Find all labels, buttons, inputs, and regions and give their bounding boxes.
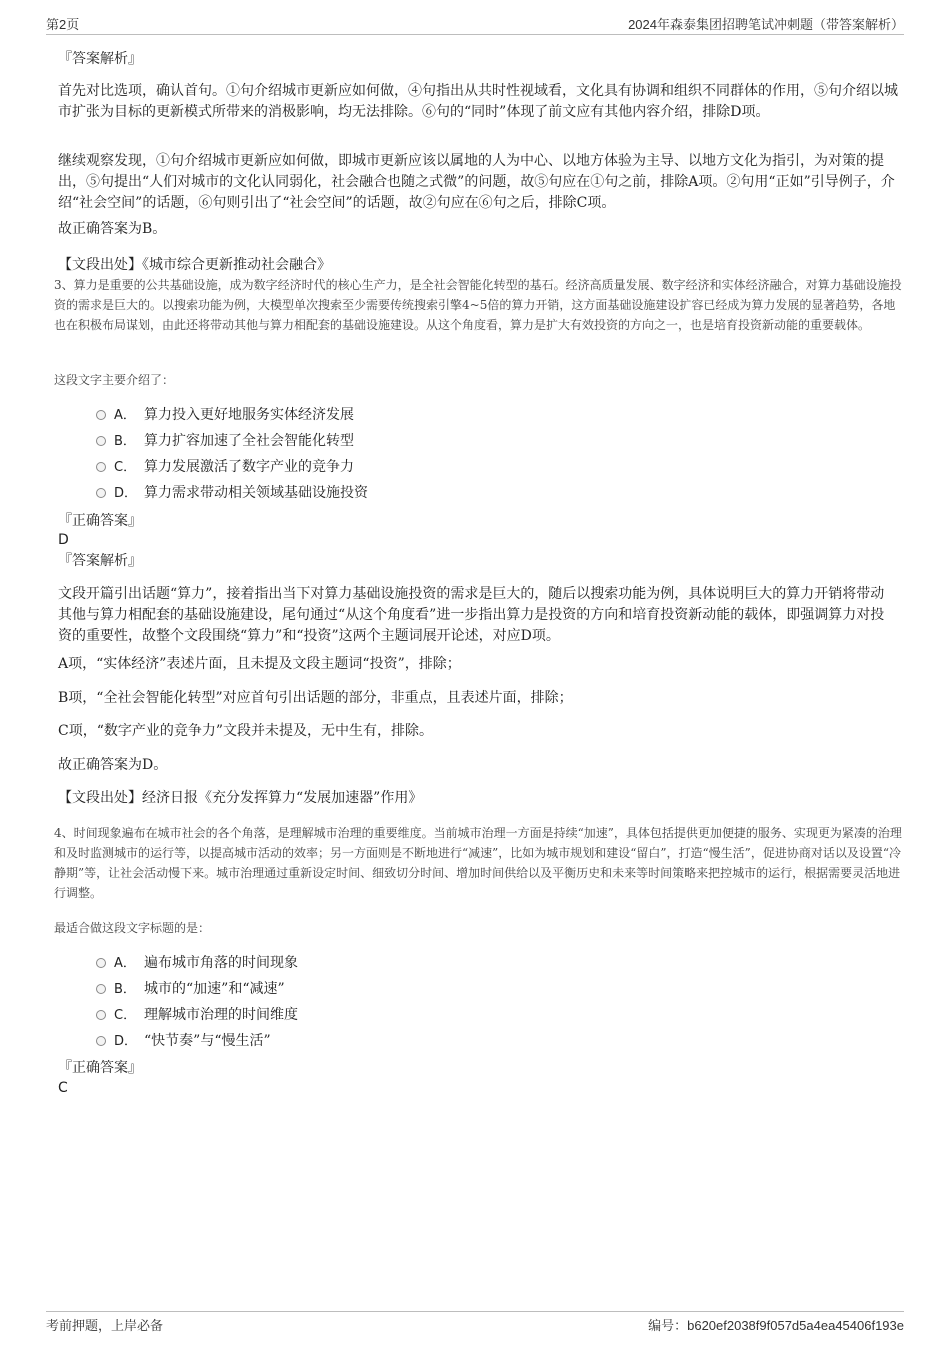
analysis-paragraph: 文段开篇引出话题“算力”，接着指出当下对算力基础设施投资的需求是巨大的，随后以搜索功能为例，具体说明巨大的算力开销将带动其他与算力相配套的基础设施建设，尾句通过“从这个角度看”进一步指出算力是投资的方向和培育投资新动能的载体，即强调算力对投资的重要性，故整个文段围绕“算力”和“投资”这两个主题词展开论述，对应D项。 bbox=[58, 586, 885, 644]
correct-answer: D bbox=[58, 532, 69, 548]
conclusion: 故正确答案为D。 bbox=[58, 757, 168, 773]
analysis-line-a: A项，“实体经济”表述片面，且未提及文段主题词“投资”，排除； bbox=[58, 656, 461, 672]
question-prompt: 这段文字主要介绍了： bbox=[54, 373, 175, 387]
document-id: 编号：b620ef2038f9f057d5a4ea45406f193e bbox=[648, 1318, 904, 1333]
question-passage: 3、算力是重要的公共基础设施，成为数字经济时代的核心生产力，是全社会智能化转型的基石。经济高质量发展、数字经济和实体经济融合，对算力基础设施投资的需求是巨大的。以搜索功能为例，大模型单次搜索至少需要传统搜索引擎4~5倍的算力开销，这方面基础设施建设扩容已经成为算力发展的显著趋势，各地也在积极布局谋划，由此还将带动其他与算力相配套的基础设施建设。从这个角度看，算力是扩大有效投资的方向之一，也是培育投资新动能的重要载体。 bbox=[54, 278, 902, 332]
option-letter: C． bbox=[114, 1008, 137, 1023]
page-number: 第2页 bbox=[46, 17, 80, 32]
option-text: “快节奏”与“慢生活” bbox=[144, 1033, 271, 1049]
correct-answer: C bbox=[58, 1080, 68, 1096]
radio-button[interactable] bbox=[96, 462, 106, 472]
analysis-line-b: B项，“全社会智能化转型”对应首句引出话题的部分，非重点，且表述片面，排除； bbox=[58, 690, 573, 706]
option-text: 遍布城市角落的时间现象 bbox=[144, 955, 298, 971]
radio-button[interactable] bbox=[96, 1036, 106, 1046]
footer-rule bbox=[46, 1311, 904, 1312]
option-b[interactable] bbox=[96, 431, 354, 452]
correct-answer-label: 『正确答案』 bbox=[58, 1060, 142, 1076]
option-letter: A． bbox=[114, 408, 136, 423]
option-letter: D． bbox=[114, 1034, 138, 1049]
option-text: 城市的“加速”和“减速” bbox=[144, 981, 285, 997]
conclusion: 故正确答案为B。 bbox=[58, 221, 167, 237]
option-letter: D． bbox=[114, 486, 138, 501]
option-a[interactable] bbox=[96, 953, 298, 974]
radio-button[interactable] bbox=[96, 410, 106, 420]
option-letter: C． bbox=[114, 460, 137, 475]
option-c[interactable] bbox=[96, 457, 354, 478]
option-d[interactable] bbox=[96, 1031, 271, 1052]
option-b[interactable] bbox=[96, 979, 285, 1000]
radio-button[interactable] bbox=[96, 984, 106, 994]
source-citation: 【文段出处】经济日报《充分发挥算力“发展加速器”作用》 bbox=[58, 790, 423, 806]
analysis-line-c: C项，“数字产业的竞争力”文段并未提及，无中生有，排除。 bbox=[58, 723, 434, 739]
analysis-paragraph: 继续观察发现，①句介绍城市更新应如何做，即城市更新应该以属地的人为中心、以地方体验为主导、以地方文化为指引，为对策的提出，⑤句提出“人们对城市的文化认同弱化，社会融合也随之式微”的问题，故⑤句应在①句之前，排除A项。②句用“正如”引导例子，介绍“社会空间”的话题，⑥句则引出了“社会空间”的话题，故②句应在⑥句之后，排除C项。 bbox=[58, 153, 895, 211]
option-letter: B． bbox=[114, 982, 136, 997]
option-text: 算力投入更好地服务实体经济发展 bbox=[144, 407, 354, 423]
question-passage: 4、时间现象遍布在城市社会的各个角落，是理解城市治理的重要维度。当前城市治理一方面是持续“加速”，具体包括提供更加便捷的服务、实现更为紧凑的治理和及时监测城市的运行等，以提高城市活动的效率；另一方面则是不断地进行“减速”，比如为城市规划和建设“留白”，打造“慢生活”，促进协商对话以及设置“冷静期”等，让社会活动慢下来。城市治理通过重新设定时间、细致切分时间、增加时间供给以及平衡历史和未来等时间策略来把控城市的运行，根据需要灵活地进行调整。 bbox=[54, 826, 902, 900]
radio-button[interactable] bbox=[96, 436, 106, 446]
option-letter: A． bbox=[114, 956, 136, 971]
option-text: 理解城市治理的时间维度 bbox=[144, 1007, 298, 1023]
option-letter: B． bbox=[114, 434, 136, 449]
footer-slogan: 考前押题，上岸必备 bbox=[46, 1319, 164, 1334]
source-citation: 【文段出处】《城市综合更新推动社会融合》 bbox=[58, 257, 331, 273]
radio-button[interactable] bbox=[96, 1010, 106, 1020]
option-a[interactable] bbox=[96, 405, 354, 426]
header-rule bbox=[46, 34, 904, 35]
option-d[interactable] bbox=[96, 483, 368, 504]
option-text: 算力需求带动相关领域基础设施投资 bbox=[144, 485, 368, 501]
document-title: 2024年森泰集团招聘笔试冲刺题（带答案解析） bbox=[628, 17, 904, 32]
question-prompt: 最适合做这段文字标题的是： bbox=[54, 921, 211, 935]
option-c[interactable] bbox=[96, 1005, 298, 1026]
option-text: 算力发展激活了数字产业的竞争力 bbox=[144, 459, 354, 475]
correct-answer-label: 『正确答案』 bbox=[58, 513, 142, 529]
answer-analysis-label: 『答案解析』 bbox=[58, 51, 142, 67]
option-text: 算力扩容加速了全社会智能化转型 bbox=[144, 433, 354, 449]
radio-button[interactable] bbox=[96, 958, 106, 968]
analysis-paragraph: 首先对比选项，确认首句。①句介绍城市更新应如何做，④句指出从共时性视域看，文化具有协调和组织不同群体的作用，⑤句介绍以城市扩张为目标的更新模式所带来的消极影响，均无法排除。⑥句的“同时”体现了前文应有其他内容介绍，排除D项。 bbox=[58, 83, 898, 120]
radio-button[interactable] bbox=[96, 488, 106, 498]
answer-analysis-label: 『答案解析』 bbox=[58, 553, 142, 569]
